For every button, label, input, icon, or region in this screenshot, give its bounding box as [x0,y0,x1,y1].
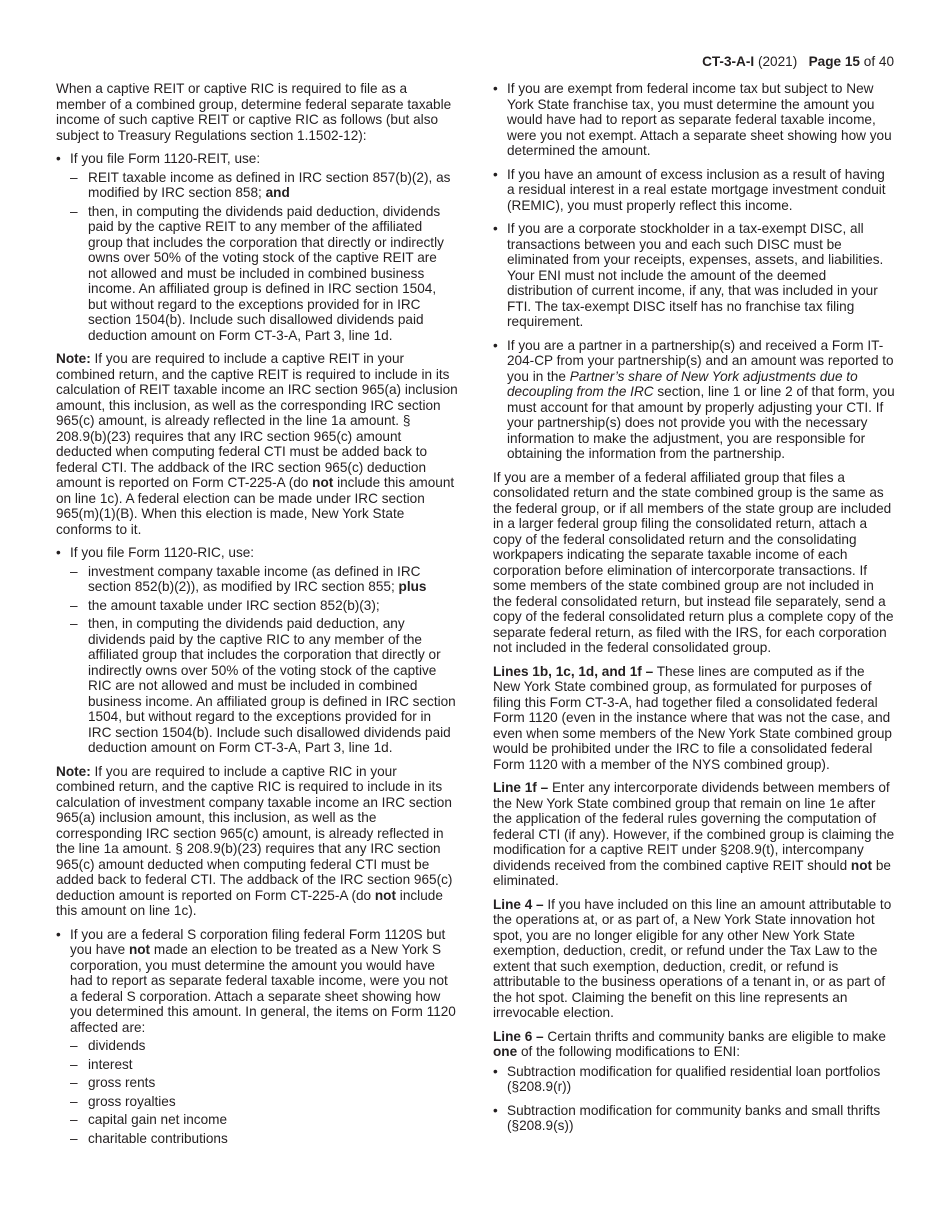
special-cases-list [493,81,895,462]
exempt-bullet: • If you are exempt from federal income tax but subject to New York State franchise tax, you must determine the amount you would have had to report as separate federal taxable income, were you not exempt. Attach a separate sheet showing how you determined the amount. [493,81,895,159]
affiliated-group-paragraph: If you are a member of a federal affiliated group that files a consolidated return and the state combined group is the same as the federal group, or if all members of the state group are included in a larger federal group filing the consolidated return, attach a copy of the federal consolidated return and the consolidating workpapers indicating the separate taxable income of each corporation before elimination of intercorporate transactions. If some members of the state combined group are not included in the federal consolidated return, but instead file separately, send a copy of the federal consolidated return plus a complete copy of the separate federal return, as filed with the IRS, for each corporation not included in the federal consolidated group. [493,469,894,655]
ric-dash-list [70,564,458,756]
captive-intro: When a captive REIT or captive RIC is required to file as a member of a combined group, determine federal separate taxable income of such captive REIT or captive RIC as follows (but also subject to Treasury Regulations section 1.1502-12): [56,81,452,143]
scorp-item: – dividends [70,1038,458,1054]
note-text: include this amount on line 1c). [56,887,443,918]
scorp-items-list [70,1038,458,1146]
scorp-item: – gross rents [70,1075,458,1091]
ric-dash-bold: plus [398,579,427,594]
note-ric [56,764,458,919]
reit-bullet-text: If you file Form 1120-REIT, use: [70,151,261,166]
line-text: If you have included on this line an amount attributable to the operations at, or as part of, a New York State innovation hot spot, you are no longer eligible for any other New York State exemption, deduction, credit, or refund under the Tax Law to the extent that such exemption, deduction, credit, or refund is attributable to the business operations of a tenant in, or as part of the hot spot. Claiming the benefit on this line represents an irrevocable election. [493,896,892,1020]
scorp-list [56,927,458,1147]
ric-list [56,545,458,756]
partner-text: section, line 1 or line 2 of that form, you must account for that amount by properly adjusting your CTI. If your partnership(s) does not provide you with the necessary information to make the adjustment, you are responsible for obtaining the information from the partnership. [507,384,895,461]
note-text: If you are required to include a captive RIC in your combined return, and the captive RIC is required to include in its calculation of investment company taxable income an IRC section 965(a) inclusion amount, this inclusion, as well as the corresponding IRC section 965(c) amount, is already reflected in the line 1a amount. § 208.9(b)(23) requires that any IRC section 965(c) amount deducted when computing federal CTI must be added back to federal CTI. The addback of the IRC section 965(c) deduction amount is reported on Form CT-225-A (do [56,763,453,903]
note-text: If you are required to include a captive REIT in your combined return, and the captive REIT is required to include in its calculation of REIT taxable income an IRC section 965(a) inclusion amount, this inclusion, as well as the corresponding IRC section 965(c) amount, is already reflected in the line 1a amount. § 208.9(b)(23) requires that any IRC section 965(c) amount deducted when computing federal CTI must be added back to federal CTI. The addback of the IRC section 965(c) deduction amount is reported on Form CT-225-A (do [56,351,458,490]
line-6-paragraph [493,1029,895,1060]
note-label: Note: [56,351,91,366]
partner-italic: Partner’s share of New York adjustments due to decoupling from the IRC [507,368,858,399]
ric-bullet-text: If you file Form 1120-RIC, use: [70,545,255,560]
reit-dash-item [70,170,458,201]
line-bold: not [850,857,873,873]
line-6-item: • Subtraction modification for community banks and small thrifts (§208.9(s)) [493,1103,895,1134]
reit-dash-text: REIT taxable income as defined in IRC section 857(b)(2), as modified by IRC section 858; [88,169,451,200]
scorp-text: made an election to be treated as a New York S corporation, you must determine the amount you would have had to report as separate federal taxable income, were you not a federal S corporation. Attach a separate sheet showing how you determined this amount. In general, the items on Form 1120 affected are: [70,942,456,1035]
note-label: Note: [56,763,91,779]
line-label: Line 1f – [493,780,549,795]
reit-dash-bold: and [265,185,290,200]
line-6-list [493,1064,895,1134]
ric-dash-text: the amount taxable under IRC section 852(b)(3); [88,597,380,613]
disc-bullet: • If you are a corporate stockholder in a tax-exempt DISC, all transactions between you and each such DISC must be eliminated from your receipts, expenses, assets, and liabilities. Your ENI must not include the amount of the deemed distribution of current income, if any, that was included in your FTI. The tax-exempt DISC itself has no franchise tax filing requirement. [493,221,895,330]
line-1f-paragraph [493,780,895,889]
line-label: Lines 1b, 1c, 1d, and 1f – [493,663,654,679]
ric-dash-text: then, in computing the dividends paid deduction, any dividends paid by the captive RIC to any member of the affiliated group that includes the corporation that directly or indirectly owns over 50% of the voting stock of the captive RIC are not allowed and must be included in combined business income. An affiliated group is defined in IRC section 1504, but without regard to the exceptions provided for in IRC section 1504(b). Include such disallowed dividends paid deduction amount on Form CT-3-A, Part 3, line 1d. [88,616,456,755]
form-number: CT-3-A-I [702,54,755,69]
line-text: be eliminated. [493,857,891,888]
scorp-item: – charitable contributions [70,1131,458,1147]
scorp-bold: not [128,942,151,957]
right-column [493,81,895,1142]
note-reit [56,351,458,537]
line-label: Line 4 – [493,896,544,912]
line-label: Line 6 – [493,1028,544,1044]
form-year: (2021) [757,54,798,69]
scorp-item: – capital gain net income [70,1112,458,1128]
ric-dash-item [70,616,458,756]
partner-text: If you are a partner in a partnership(s) and received a Form IT-204-CP from your partnership(s) and an amount was reported to you in the [507,337,894,384]
left-column [56,81,458,1154]
line-4-paragraph [493,897,895,1021]
lines-1b-paragraph [493,664,895,773]
line-6-item: • Subtraction modification for qualified residential loan portfolios (§208.9(r)) [493,1064,895,1095]
page-header [702,54,894,70]
scorp-item: – gross royalties [70,1094,458,1110]
remic-bullet: • If you have an amount of excess inclusion as a result of having a residual interest in a real estate mortgage investment conduit (REMIC), you must properly reflect this income. [493,167,895,214]
ric-dash-item [70,564,458,595]
line-text: Enter any intercorporate dividends between members of the New York State combined group that remain on line 1e after the application of the federal rules governing the computation of federal CTI (if any). However, if the combined group is claiming the modification for a captive REIT under §208.9(t), intercompany dividends received from the combined captive REIT should [493,780,895,873]
scorp-item: – interest [70,1057,458,1073]
ric-bullet [56,545,458,756]
reit-list [56,151,458,343]
ric-dash-text: investment company taxable income (as defined in IRC section 852(b)(2)), as modified by IRC section 855; [88,563,421,594]
note-text: include this amount on line 1c). A federal election can be made under IRC section 965(m)(1)(B). When this election is made, New York State conforms to it. [56,475,455,537]
reit-dash-text: then, in computing the dividends paid deduction, dividends paid by the captive REIT to any member of the affiliated group that includes the corporation that directly or indirectly owns over 50% of the voting stock of the captive REIT are not allowed and must be included in combined business income. An affiliated group is defined in IRC section 1504, but without regard to the exceptions provided for in IRC section 1504(b). Include such disallowed dividends paid deduction amount on Form CT-3-A, Part 3, line 1d. [88,203,444,343]
ric-dash-item [70,598,458,614]
reit-dash-item [70,204,458,344]
reit-bullet [56,151,458,343]
scorp-text: If you are a federal S corporation filing federal Form 1120S but you have [70,926,446,957]
line-text: of the following modifications to ENI: [520,1044,741,1059]
line-text: Certain thrifts and community banks are eligible to make [547,1028,886,1044]
scorp-bullet [56,927,458,1147]
note-bold: not [312,475,334,490]
page-label: Page 15 [808,54,860,69]
line-bold: one [493,1044,518,1059]
note-bold: not [374,887,397,903]
partner-bullet [493,338,895,462]
page-of: of 40 [863,54,894,69]
reit-dash-list [70,170,458,344]
line-text: These lines are computed as if the New York State combined group, as formulated for purposes of filing this Form CT-3-A, had together filed a consolidated federal Form 1120 (even in the instance where that was not the case, and even when some members of the New York State combined group would be prohibited under the IRC to file a consolidated federal Form 1120 with a member of the NYS combined group). [493,663,892,772]
